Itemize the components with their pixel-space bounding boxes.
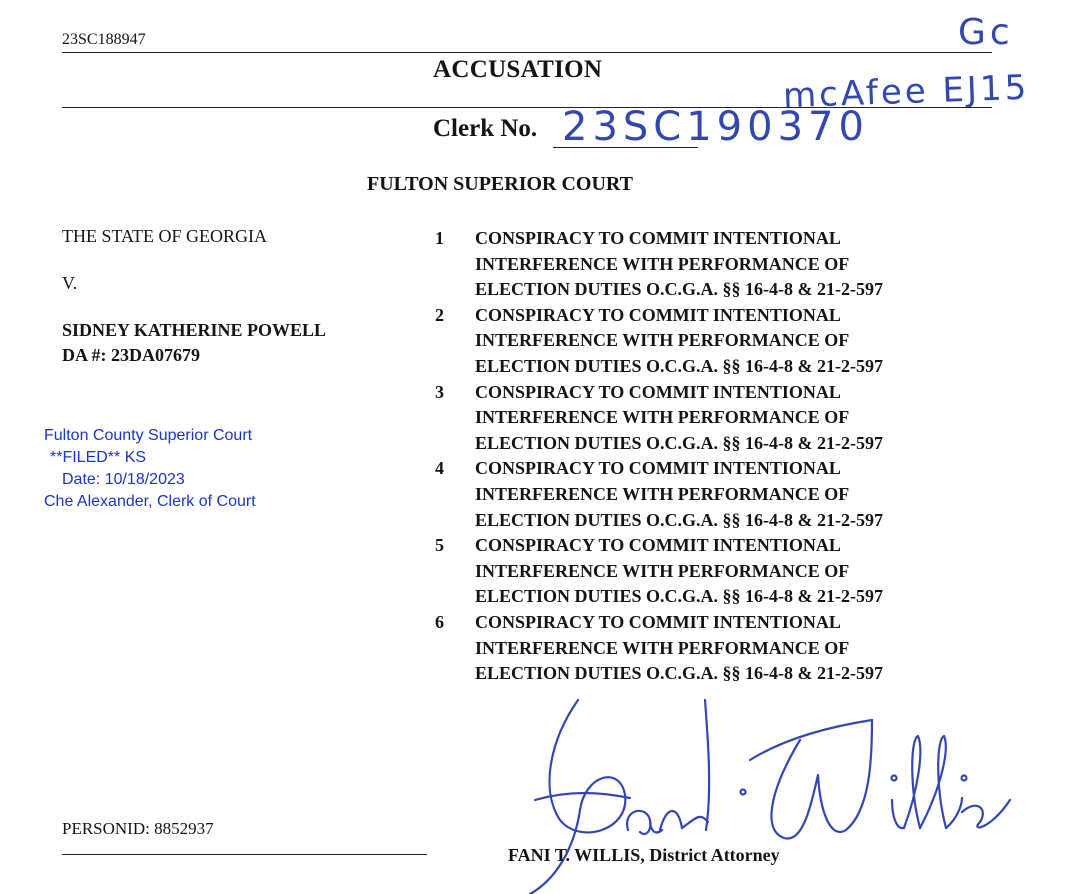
charge-number: 6: [435, 611, 444, 632]
charge-number: 5: [435, 535, 444, 556]
clerk-number-handwritten: 23SC190370: [562, 104, 869, 150]
charge-number: 1: [435, 228, 444, 248]
charges-list: [435, 226, 995, 687]
charge-item: [435, 380, 995, 457]
charge-item: [435, 456, 995, 533]
filing-stamp-court: Fulton County Superior Court: [44, 427, 253, 444]
party-versus: V.: [62, 273, 78, 293]
signature-rule: [62, 854, 427, 855]
charge-text: CONSPIRACY TO COMMIT INTENTIONAL INTERFERENCE WITH PERFORMANCE OF ELECTION DUTIES O.C.G.A. §§ 16-4-8 & 21-2-597: [475, 381, 884, 453]
clerk-number-label: Clerk No.: [433, 115, 538, 142]
party-state: THE STATE OF GEORGIA: [62, 226, 268, 246]
person-id: PERSONID: 8852937: [62, 819, 214, 838]
defendant-name: SIDNEY KATHERINE POWELL: [62, 320, 327, 340]
case-number: 23SC188947: [62, 31, 146, 48]
document-title: ACCUSATION: [433, 56, 603, 83]
charge-item: [435, 533, 995, 610]
signer-name: FANI T. WILLIS, District Attorney: [508, 845, 780, 865]
top-rule: [62, 52, 992, 53]
filing-stamp: [44, 425, 256, 513]
filing-stamp-date: Date: 10/18/2023: [62, 471, 185, 488]
court-name: FULTON SUPERIOR COURT: [367, 173, 634, 195]
charge-text: CONSPIRACY TO COMMIT INTENTIONAL INTERFERENCE WITH PERFORMANCE OF ELECTION DUTIES O.C.G.A. §§ 16-4-8 & 21-2-597: [475, 535, 884, 607]
charge-text: CONSPIRACY TO COMMIT INTENTIONAL INTERFERENCE WITH PERFORMANCE OF ELECTION DUTIES O.C.G.A. §§ 16-4-8 & 21-2-597: [475, 611, 884, 684]
charge-text: CONSPIRACY TO COMMIT INTENTIONAL INTERFERENCE WITH PERFORMANCE OF ELECTION DUTIES O.C.G.A. §§ 16-4-8 & 21-2-597: [475, 228, 884, 300]
filing-stamp-filed: **FILED** KS: [50, 449, 147, 466]
charge-text: CONSPIRACY TO COMMIT INTENTIONAL INTERFERENCE WITH PERFORMANCE OF ELECTION DUTIES O.C.G.A. §§ 16-4-8 & 21-2-597: [475, 458, 884, 530]
charge-number: 4: [435, 458, 444, 479]
da-number: DA #: 23DA07679: [62, 345, 200, 365]
charge-item: [435, 303, 995, 380]
charge-number: 3: [435, 381, 444, 402]
charge-text: CONSPIRACY TO COMMIT INTENTIONAL INTERFERENCE WITH PERFORMANCE OF ELECTION DUTIES O.C.G.A. §§ 16-4-8 & 21-2-597: [475, 304, 884, 376]
handwritten-note: mcAfee EJ15: [782, 67, 1030, 117]
charge-item: [435, 610, 995, 687]
filing-stamp-clerk: Che Alexander, Clerk of Court: [44, 493, 256, 510]
charge-item: [435, 226, 995, 303]
charge-number: 2: [435, 304, 444, 325]
handwritten-initials: Gc: [958, 12, 1014, 53]
